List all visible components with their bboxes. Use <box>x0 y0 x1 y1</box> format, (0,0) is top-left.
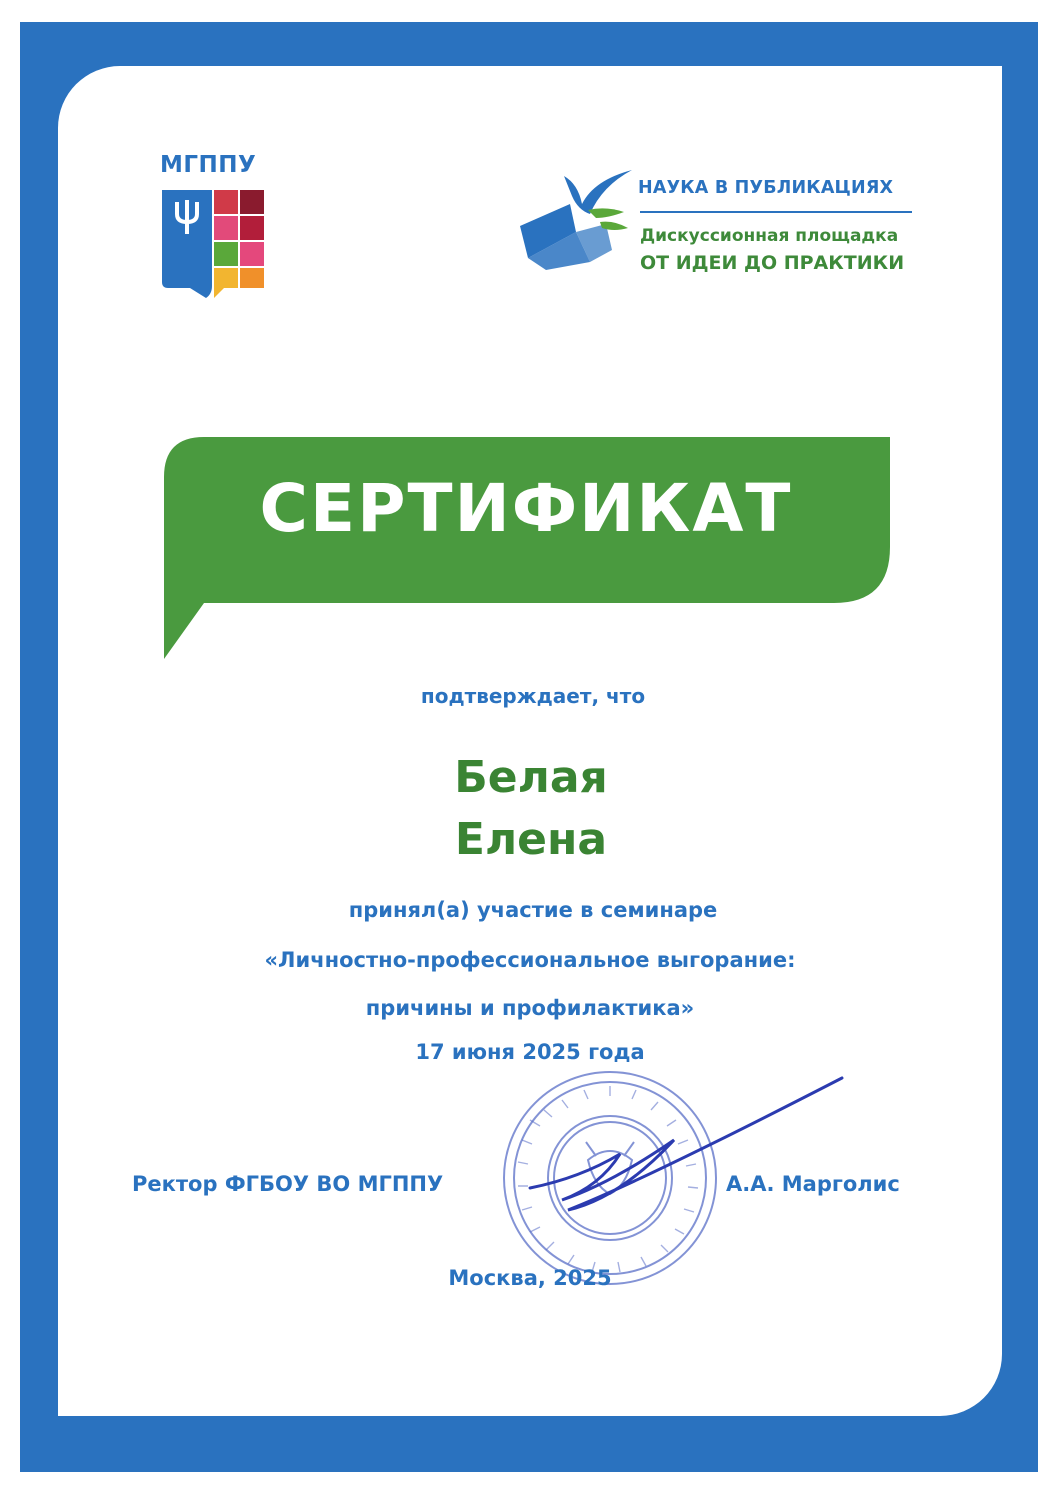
seminar-topic-line-2: причины и профилактика» <box>365 996 695 1020</box>
mgppu-psi-logo-icon <box>162 190 268 304</box>
seminar-date: 17 июня 2025 года <box>415 1040 645 1064</box>
nauka-logo-title: НАУКА В ПУБЛИКАЦИЯХ <box>638 178 894 198</box>
confirms-text: подтверждает, что <box>420 684 646 708</box>
nauka-logo-subtitle-1: Дискуссионная площадка <box>640 226 899 246</box>
seminar-topic-line-1: «Личностно-профессиональное выгорание: <box>264 948 796 972</box>
recipient-surname: Белая <box>454 752 608 803</box>
certificate-heading: СЕРТИФИКАТ <box>259 470 793 547</box>
mgppu-logo-title: МГППУ <box>160 152 257 178</box>
signer-name: А.А. Марголис <box>726 1172 900 1196</box>
rector-position: Ректор ФГБОУ ВО МГППУ <box>132 1172 444 1196</box>
city-year: Москва, 2025 <box>448 1266 612 1290</box>
book-bird-logo-icon <box>516 166 636 276</box>
participation-text: принял(а) участие в семинаре <box>348 898 718 922</box>
nauka-logo-subtitle-2: ОТ ИДЕИ ДО ПРАКТИКИ <box>640 252 905 274</box>
recipient-given-name: Елена <box>454 814 608 865</box>
nauka-logo-divider <box>640 211 912 213</box>
